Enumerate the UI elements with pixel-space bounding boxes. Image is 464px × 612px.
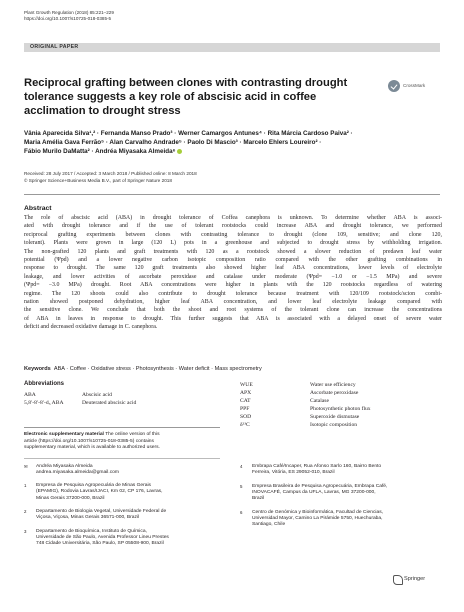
affiliation-line: Universidad Mayor, Camino La Pirámide 5750, Huechuraba,	[252, 515, 383, 521]
publisher-name: Springer	[404, 576, 426, 582]
journal-citation	[24, 10, 114, 22]
affiliation-line: Empresa de Pesquisa Agropecuária de Minas Gerais	[36, 483, 151, 488]
affiliation-line: Viçosa, Viçosa, Minas Gerais 36571-000, Brazil	[36, 515, 140, 521]
keywords	[24, 366, 442, 373]
affiliation-line: Departamento de Bioquímica, Instituto de Química,	[36, 528, 147, 534]
abstract-heading: Abstract	[24, 205, 52, 212]
affiliation-line: (EPAMIG), Rodovia Lavras/IJACI, Km 02, CP 176, Lavras,	[36, 489, 163, 495]
affiliation	[240, 464, 437, 477]
affiliation-line: Embrapa Café/Incaper, Rua Afonso Sarlo 160, Bairro Bento	[252, 464, 382, 469]
crossmark-badge[interactable]	[388, 79, 436, 95]
affiliation	[24, 483, 221, 502]
mail-icon: ✉	[24, 464, 28, 469]
abbreviation-term: 5,8′-8′-8′-d₃ ABA	[24, 400, 64, 406]
abstract-line: leakage, and lower activities of ascorbate peroxidase and catalase under moderate (Ψpd= −1.0 or −1.5 MPa) and severe	[24, 273, 442, 280]
affiliation-line: Santiago, Chile	[252, 522, 286, 528]
footnote-divider	[24, 427, 220, 428]
abstract-line: regime. The 120 shoots could also contribute to drought tolerance because treatment with 120/109 rootstock/scion combi-	[24, 290, 442, 297]
affiliation	[240, 509, 437, 529]
esm-text: The online version of this	[103, 432, 160, 437]
abstract-line: of ABA in leaves in response to drought. This further suggests that ABA is associated with a delayed onset of severe water	[24, 315, 442, 322]
abbreviation-term: CAT	[240, 398, 251, 404]
esm-line: supplementary material, which is available to authorized users.	[24, 445, 160, 450]
abstract-body	[24, 214, 442, 332]
affiliation-line: Empresa Brasileira de Pesquisa Agropecuária, Embrapa Café,	[252, 483, 388, 489]
crossmark-icon	[388, 80, 400, 92]
abbreviation-term: PPF	[240, 406, 250, 412]
abstract-line: reciprocal grafting experiments between clones with contrasting tolerance to drought (clone 109, sensitive; and clone 120,	[24, 231, 442, 238]
author-line	[24, 147, 434, 156]
author-line: Vânia Aparecida Silva¹,² · Fernanda Manso Prado³ · Werner Camargos Antunes⁴ · Rita Márcia Cardoso Paiva² ·	[24, 130, 353, 137]
esm-line: article (https://doi.org/10.1007/s10725-018-0385-5) contains	[24, 438, 154, 444]
springer-horse-icon	[393, 575, 403, 585]
esm-label: Electronic supplementary material	[24, 432, 104, 437]
affiliation	[240, 483, 437, 503]
supplementary-note	[24, 432, 220, 452]
paper-type-label: ORIGINAL PAPER	[30, 44, 79, 50]
abbreviation-definition: Isotopic composition	[310, 422, 358, 428]
abbreviation-term: δ¹³C	[240, 422, 250, 428]
affiliation-line: INOVACAFÉ, Campus da UFLA, Lavras, MG 37200-000,	[252, 489, 376, 495]
abbreviation-term: WUE	[240, 382, 253, 388]
doi-link[interactable]: https://doi.org/10.1007/s10725-018-0385-5	[24, 16, 112, 21]
abbreviations-heading: Abbreviations	[24, 381, 65, 387]
corresponding-author	[24, 464, 221, 477]
abbreviation-definition: Deuterated abscisic acid	[82, 400, 137, 406]
abstract-line: tolerant). Plants were grown in large (120 L) pots in a greenhouse and subjected to drought stress by withholding irrigation.	[24, 240, 442, 247]
abbreviation-definition: Ascorbate peroxidase	[310, 390, 359, 396]
affiliation-number: 5	[240, 483, 243, 489]
abstract-line: nation showed postponed dehydration, higher leaf ABA concentration, and lower leaf electrolyte leakage compared with	[24, 299, 442, 306]
affiliation	[24, 508, 221, 522]
abbreviation-term: APX	[240, 390, 252, 396]
divider	[24, 194, 440, 195]
article-title: Reciprocal grafting between clones with contrasting drought tolerance suggests a key role of abscisic acid in coffee acclimation to drought stress	[24, 77, 348, 117]
abstract-line: (Ψpd= −3.0 MPa) drought. Root ABA concentrations were higher in plants with the 120 rootstocks regardless of watering	[24, 282, 442, 289]
abstract-line: response to drought. The same 120 graft treatments also showed higher leaf ABA concentrations, lower levels of electrolyte	[24, 265, 442, 272]
orcid-icon[interactable]	[177, 149, 182, 154]
affiliation-line: Departamento de Biologia Vegetal, Universidade Federal de	[36, 508, 167, 514]
corresponding-name: Andréa Miyasaka Almeida	[36, 464, 93, 469]
affiliation-line: 748 Cidade Universitária, São Paulo, SP 05508-900, Brazil	[36, 541, 164, 547]
affiliations-right	[240, 464, 442, 574]
publisher-logo	[393, 575, 439, 585]
affiliation-line: Universidade de São Paulo, Avenida Professor Lineu Prestes	[36, 534, 169, 540]
abbreviations-left	[24, 391, 224, 411]
abbreviation-definition: Water use efficiency	[310, 382, 356, 388]
affiliation	[24, 528, 221, 548]
abbreviations-right	[240, 381, 440, 433]
affiliation-number: 2	[24, 508, 27, 514]
abbreviation-term: SOD	[240, 414, 252, 420]
paper-type-bar	[24, 43, 440, 52]
abstract-line: potential (Ψpd) and a lower negative carbon isotopic composition ratio compared with the other grafting combinations in	[24, 257, 442, 264]
corresponding-email[interactable]: andrea.miyasaka.almeida@gmail.com	[36, 470, 119, 476]
affiliation-number: 3	[24, 528, 27, 534]
abstract-line: The non-grafted 120 plants and graft treatments with 120 as a rootstock showed a slower reduction of predawn leaf water	[24, 248, 442, 255]
corresponding-divider	[24, 458, 220, 459]
author-line-text: Fábio Murilo DaMatta² · Andréa Miyasaka Almeida⁶	[24, 148, 176, 156]
affiliation-number: 1	[24, 483, 27, 488]
author-list	[24, 129, 434, 157]
abstract-line: the sensitive clone. We conclude that both the shoot and root systems of the tolerant clone can increase the concentrations	[24, 307, 442, 314]
affiliation-line: Minas Gerais 37200-000, Brazil	[36, 495, 105, 501]
publication-dates	[24, 170, 197, 184]
received-accepted-dates: Received: 28 July 2017 / Accepted: 3 March 2018 / Published online: 8 March 2018	[24, 171, 197, 176]
affiliations-left	[24, 483, 226, 603]
abstract-line: ated with drought tolerance and if the use of tolerant rootstocks could increase ABA and drought tolerance, we performed	[24, 223, 442, 230]
affiliation-number: 4	[240, 464, 243, 469]
copyright-line: © Springer Science+Business Media B.V., part of Springer Nature 2018	[24, 178, 173, 183]
affiliation-line: Brazil	[252, 496, 265, 502]
abbreviation-definition: Catalase	[310, 398, 329, 404]
author-line: Maria Amélia Gava Ferrão⁵ · Alan Carvalho Andrade⁵ · Paolo Di Mascio³ · Marcelo Ehlers Loureiro² ·	[24, 139, 322, 147]
abstract-line: deficit and decreased oxidative damage in C. canephora.	[24, 324, 158, 331]
affiliation-number: 6	[240, 509, 243, 515]
abbreviation-definition: Abscisic acid	[82, 392, 112, 398]
abbreviation-term: ABA	[24, 392, 36, 398]
affiliation-line: Ferreira, Vitória, ES 29052-010, Brazil	[252, 470, 335, 476]
affiliation-line: Centro de Genómica y Bioinformática, Facultad de Ciencias,	[252, 509, 384, 515]
abbreviation-definition: Photosynthetic photon flux	[310, 406, 371, 412]
abbreviation-definition: Superoxide dismutase	[310, 414, 360, 420]
keywords-list: ABA · Coffee · Oxidative stress · Photosynthesis · Water deficit · Mass spectrometry	[53, 366, 262, 372]
journal-line: Plant Growth Regulation (2018) 85:221–229	[24, 10, 114, 15]
keywords-label: Keywords	[24, 366, 51, 372]
crossmark-label: CrossMark	[403, 83, 426, 88]
abstract-line: The role of abscisic acid (ABA) in drought tolerance of Coffea canephora is unknown. To determine whether ABA is associ-	[24, 215, 442, 221]
